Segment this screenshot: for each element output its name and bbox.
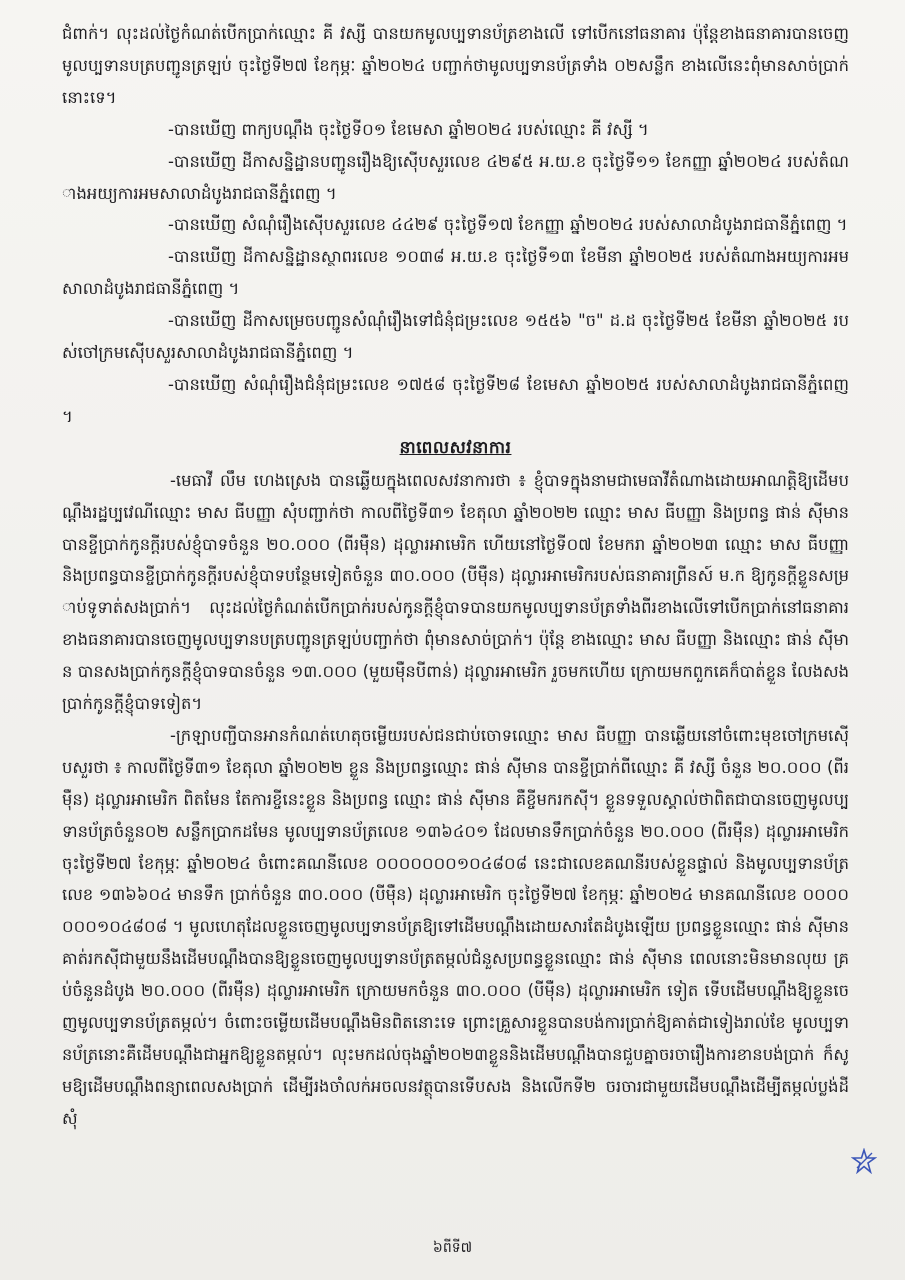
- paragraph-continuation: ជំពាក់។ លុះដល់ថ្ងៃកំណត់បើកប្រាក់ឈ្មោះ គី វស្សី បានយកមូលប្បទានប័ត្រខាងលើ ទៅបើកនៅធនាគារ ប៉ុន្តែខាងធនាគារបានចេញមូលប្បទានបត្របញ្ជូនត្រឡប់ ចុះថ្ងៃទី២៧ ខែកុម្ភៈ ឆ្នាំ២០២៤ បញ្ជាក់ថាមូលប្បទានប័ត្រទាំង ០២សន្លឹក ខាងលើនេះពុំមានសាច់ប្រាក់នោះទេ។: [62, 24, 849, 107]
- paragraph-defendant-statement: -ក្រឡាបញ្ជីបានអានកំណត់ហេតុចម្លើយរបស់ជនជាប់ចោទឈ្មោះ មាស ធីបញ្ញា បានឆ្លើយនៅចំពោះមុខចៅក្រមស៊ើបសួរថា ៖ កាលពីថ្ងៃទី៣១ ខែតុលា ឆ្នាំ២០២២ ខ្លួន និងប្រពន្ធឈ្មោះ ផាន់ ស៊ីមាន បានខ្ចីប្រាក់ពីឈ្មោះ គី វស្សី ចំនួន ២០.០០០ (ពីរម៉ឺន) ដុល្លារអាមេរិក ពិតមែន តែការខ្ចីនេះខ្លួន និងប្រពន្ធ ឈ្មោះ ផាន់ ស៊ីមាន គឺខ្ចីមករកស៊ី។ ខ្លួនទទួលស្គាល់ថាពិតជាបានចេញមូលប្បទានប័ត្រចំនួន០២ សន្លឹកប្រាកដមែន មូលប្បទានប័ត្រលេខ ១៣៦៤០១ ដែលមានទឹកប្រាក់ចំនួន ២០.០០០ (ពីរម៉ឺន) ដុល្លារអាមេរិក ចុះថ្ងៃទី២៧ ខែកុម្ភៈ ឆ្នាំ២០២៤ ចំពោះគណនីលេខ ០០០០០០០១០៤៨០៨ នេះជាលេខគណនីរបស់ខ្លួនផ្ទាល់ និងមូលប្បទានប័ត្រលេខ ១៣៦៦០៤ មានទឹក ប្រាក់ចំនួន ៣០.០០០ (បីម៉ឺន) ដុល្លារអាមេរិក ចុះថ្ងៃទី២៧ ខែកុម្ភៈ ឆ្នាំ២០២៤ មានគណនីលេខ ០០០០០០០១០៤៨០៨ ។ មូលហេតុដែលខ្លួនចេញមូលប្បទានប័ត្រឱ្យទៅដើមបណ្តឹងដោយសារតែដំបូងឡើយ ប្រពន្ធខ្លួនឈ្មោះ ផាន់ ស៊ីមាន គាត់រកស៊ីជាមួយនឹងដើមបណ្តឹងបានឱ្យខ្លួនចេញមូលប្បទានប័ត្រតម្កល់ជំនួសប្រពន្ធខ្លួនឈ្មោះ ផាន់ ស៊ីមាន ពេលនោះមិនមានលុយ គ្រប់ចំនួនដំបូង ២០.០០០ (ពីរម៉ឺន) ដុល្លារអាមេរិក ក្រោយមកចំនួន ៣០.០០០ (បីម៉ឺន) ដុល្លារអាមេរិក ទៀត ទើបដើមបណ្តឹងឱ្យខ្លួនចេញមូលប្បទានប័ត្រតម្កល់។ ចំពោះចម្លើយដើមបណ្តឹងមិនពិតនោះទេ ព្រោះគ្រួសារខ្លួនបានបង់ការប្រាក់ឱ្យគាត់ជាទៀងរាល់ខែ មូលប្បទានប័ត្រនោះគឺដើមបណ្តឹងជាអ្នកឱ្យខ្លួនតម្កល់។ លុះមកដល់ចុងឆ្នាំ២០២៣ខ្លួននិងដើមបណ្តឹងបានជួបគ្នាចរចារឿងការខានបង់ប្រាក់ ក៏សូមឱ្យដើមបណ្តឹងពន្យាពេលសងប្រាក់ ដើម្បីរងចាំលក់អចលនវត្ថុបានទើបសង និងលើកទី២ ចរចារជាមួយដើមបណ្តឹងដើម្បីតម្កល់ប្លង់ដីសុំ: [62, 725, 849, 1128]
- star-mark-icon: [851, 1148, 877, 1174]
- paragraph-investigation-file: -បានឃើញ សំណុំរឿងស៊ើបសួរលេខ ៤៤២៩ ចុះថ្ងៃទី១៧ ខែកញ្ញា ឆ្នាំ២០២៤ របស់សាលាដំបូងរាជធានីភ្នំពេញ ។: [168, 215, 848, 235]
- section-heading: នាពេលសវនាការ: [399, 437, 512, 458]
- page-number: ៦ពីទី៧: [432, 1240, 473, 1256]
- document-body: [62, 18, 849, 1135]
- paragraph-trial-file: -បានឃើញ សំណុំរឿងជំនុំជម្រះលេខ ១៧៥៨ ចុះថ្ងៃទី២៨ ខែមេសា ឆ្នាំ២០២៥ របស់សាលាដំបូងរាជធានីភ្នំពេញ ។: [62, 374, 849, 426]
- paragraph-referral-order: -បានឃើញ ដីកាសន្និដ្ឋានបញ្ជូនរឿងឱ្យស៊ើបសួរលេខ ៤២៩៥ អ.យ.ខ ចុះថ្ងៃទី១១ ខែកញ្ញា ឆ្នាំ២០២៤ របស់តំណាងអយ្យការអមសាលាដំបូងរាជធានីភ្នំពេញ ។: [62, 151, 849, 203]
- paragraph-complaint: -បានឃើញ ពាក្យបណ្តឹង ចុះថ្ងៃទី០១ ខែមេសា ឆ្នាំ២០២៤ របស់ឈ្មោះ គី វស្សី ។: [168, 119, 649, 139]
- paragraph-lawyer-statement: -មេធាវី លឹម ហេងស្រេង បានឆ្លើយក្នុងពេលសវនាការថា ៖ ខ្ញុំបាទក្នុងនាមជាមេធាវីតំណាងដោយអាណត្តិឱ្យដើមបណ្តឹងរដ្ឋប្បវេណីឈ្មោះ មាស ធីបញ្ញា សុំបញ្ជាក់ថា កាលពីថ្ងៃទី៣១ ខែតុលា ឆ្នាំ២០២២ ឈ្មោះ មាស ធីបញ្ញា និងប្រពន្ធ ផាន់ ស៊ីមាន បានខ្ចីប្រាក់កូនក្តីរបស់ខ្ញុំបាទចំនួន ២០.០០០ (ពីរម៉ឺន) ដុល្លារអាមេរិក ហើយនៅថ្ងៃទី០៧ ខែមករា ឆ្នាំ២០២៣ ឈ្មោះ មាស ធីបញ្ញា និងប្រពន្ធបានខ្ចីប្រាក់កូនក្តីរបស់ខ្ញុំបាទបន្ថែមទៀតចំនួន ៣០.០០០ (បីម៉ឺន) ដុល្លារអាមេរិករបស់ធនាគារព្រីនស៍ ម.ក ឱ្យកូនក្តីខ្លួនសម្រាប់ទូទាត់សងប្រាក់។ លុះដល់ថ្ងៃកំណត់បើកប្រាក់របស់កូនក្តីខ្ញុំបាទបានយកមូលប្បទានប័ត្រទាំងពីរខាងលើទៅបើកប្រាក់នៅធនាគារ ខាងធនាគារបានចេញមូលប្បទានបត្របញ្ជូនត្រឡប់បញ្ជាក់ថា ពុំមានសាច់ប្រាក់។ ប៉ុន្តែ ខាងឈ្មោះ មាស ធីបញ្ញា និងឈ្មោះ ផាន់ ស៊ីមាន បានសងប្រាក់កូនក្តីខ្ញុំបាទបានចំនួន ១៣.០០០ (មួយម៉ឺនបីពាន់) ដុល្លារអាមេរិក រួចមកហើយ ក្រោយមកពួកគេក៏បាត់ខ្លួន លែងសងប្រាក់កូនក្តីខ្ញុំបាទទៀត។: [62, 470, 849, 714]
- paragraph-trial-order: -បានឃើញ ដីកាសម្រេចបញ្ជូនសំណុំរឿងទៅជំនុំជម្រះលេខ ១៥៥៦ "ច" ដ.ដ ចុះថ្ងៃទី២៥ ខែមីនា ឆ្នាំ២០២៥ របស់ចៅក្រមស៊ើបសួរសាលាដំបូងរាជធានីភ្នំពេញ ។: [62, 311, 849, 363]
- paragraph-final-submission: -បានឃើញ ដីកាសន្និដ្ឋានស្ថាពរលេខ ១០៣៨ អ.យ.ខ ចុះថ្ងៃទី១៣ ខែមីនា ឆ្នាំ២០២៥ របស់តំណាងអយ្យការអមសាលាដំបូងរាជធានីភ្នំពេញ ។: [62, 247, 849, 299]
